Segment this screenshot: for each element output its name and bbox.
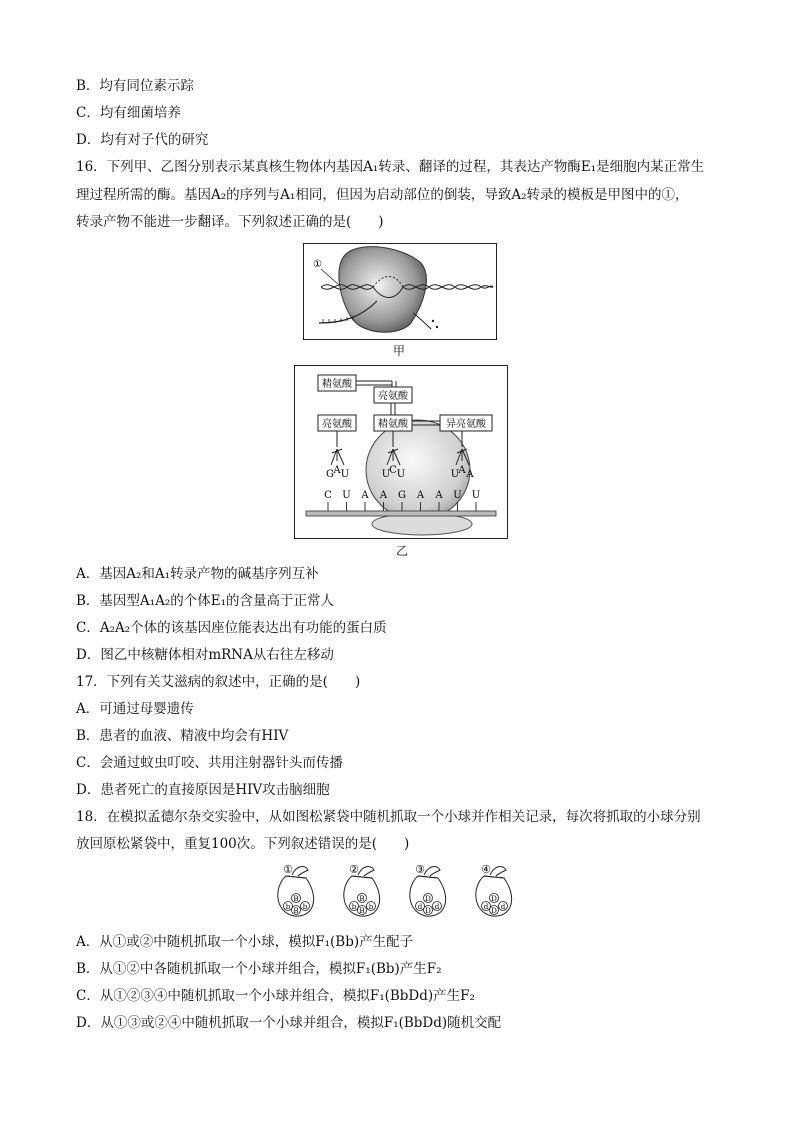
codon-base: A [361, 490, 369, 501]
q15-option-b: B．均有同位素示踪 [76, 78, 194, 94]
ball-label: D [491, 895, 497, 903]
anticodon-base: G [326, 469, 334, 480]
q17-option-a: A．可通过母婴遗传 [76, 701, 194, 717]
bag-1 [278, 863, 314, 916]
codon-base: A [379, 490, 388, 501]
anticodon-base: A [466, 469, 474, 480]
q16-option-b: B．基因型A₁A₂的个体E₁的含量高于正常人 [76, 593, 335, 609]
q18-option-a: A．从①或②中随机抓取一个小球，模拟F₁(Bb)产生配子 [76, 934, 414, 950]
codon-base: G [398, 490, 406, 501]
anticodon-base: A [333, 465, 341, 476]
bag-tie [292, 867, 308, 876]
amino-acid-label: 精氨酸 [378, 419, 408, 430]
codon-base: U [342, 490, 351, 501]
codon-base: U [471, 490, 481, 501]
ball-label: B [293, 895, 299, 903]
bag-4 [476, 863, 512, 916]
ball-label: b [285, 903, 291, 911]
q18-option-d: D．从①③或②④中随机抓取一个小球并组合，模拟F₁(BbDd)随机交配 [76, 1015, 502, 1031]
ball-label: B [359, 895, 365, 903]
q16-stem-line3: 转录产物不能进一步翻译。下列叙述正确的是( ) [76, 214, 384, 230]
q18-stem-line2: 放回原松紧袋中，重复100次。下列叙述错误的是( ) [76, 836, 410, 852]
ball-label: D [491, 907, 497, 915]
bag-number: ③ [415, 863, 425, 876]
figure-yi-translation [294, 365, 508, 539]
ball-label: B [293, 907, 299, 915]
bag-tie [490, 867, 506, 876]
bag-3 [410, 863, 446, 916]
figure-yi-caption: 乙 [396, 544, 409, 558]
label-strand-1: ① [313, 259, 322, 270]
ball-label: b [351, 903, 357, 911]
ball-label: B [359, 907, 365, 915]
q17-option-d: D．患者死亡的直接原因是HIV攻击脑细胞 [76, 782, 330, 798]
q16-option-a: A．基因A₂和A₁转录产物的碱基序列互补 [76, 566, 319, 582]
q18-option-c: C．从①②③④中随机抓取一个小球并组合，模拟F₁(BbDd)产生F₂ [76, 988, 475, 1004]
q16-option-c: C．A₂A₂个体的该基因座位能表达出有功能的蛋白质 [76, 620, 387, 636]
q17-option-b: B．患者的血液、精液中均会有HIV [76, 728, 289, 744]
figure-jia-transcription [303, 243, 497, 340]
anticodon-base: U [396, 469, 406, 480]
q16-option-d: D．图乙中核糖体相对mRNA从右往左移动 [76, 647, 334, 663]
bag-tie [424, 867, 440, 876]
bag-number: ② [349, 863, 359, 876]
q15-option-d: D．均有对子代的研究 [76, 132, 209, 148]
amino-acid-label: 异亮氨酸 [446, 419, 486, 430]
codon-base: A [416, 490, 425, 501]
figure-bags [268, 862, 530, 922]
ball-label: D [425, 895, 431, 903]
codon-base: C [324, 490, 332, 501]
bag-number: ① [283, 863, 293, 876]
bag-tie [358, 867, 374, 876]
anticodon-base: U [340, 469, 350, 480]
amino-acid-label: 亮氨酸 [378, 391, 408, 402]
ball-label: d [483, 903, 489, 911]
q18-stem-line1: 18．在模拟孟德尔杂交实验中，从如图松紧袋中随机抓取一个小球并作相关记录，每次将抓取的小球分别 [76, 809, 701, 825]
ball-label: d [417, 903, 423, 911]
q16-stem-line2: 理过程所需的酶。基因A₂的序列与A₁相同，但因为启动部位的倒装，导致A₂转录的模板是甲图中的①， [76, 187, 689, 203]
q18-option-b: B．从①②中各随机抓取一个小球并组合，模拟F₁(Bb)产生F₂ [76, 961, 442, 977]
amino-acid-label: 亮氨酸 [322, 419, 352, 430]
q17-stem: 17．下列有关艾滋病的叙述中，正确的是( ) [76, 674, 361, 690]
codon-base: U [453, 490, 462, 501]
q15-option-c: C．均有细菌培养 [76, 105, 181, 121]
mrna-strand [306, 511, 496, 516]
anticodon-base: A [458, 465, 466, 476]
anticodon-base: U [381, 469, 391, 480]
bag-number: ④ [481, 863, 491, 876]
ball-label: d [434, 903, 440, 911]
ball-label: d [500, 903, 506, 911]
q17-option-c: C．会通过蚊虫叮咬、共用注射器针头而传播 [76, 755, 343, 771]
ball-label: b [368, 903, 374, 911]
bag-2 [344, 863, 380, 916]
codon-base: A [435, 490, 443, 501]
anticodon-base: C [389, 465, 397, 476]
figure-jia-caption: 甲 [393, 344, 406, 358]
anticodon-base: U [450, 469, 460, 480]
q16-stem-line1: 16．下列甲、乙图分别表示某真核生物体内基因A₁转录、翻译的过程，其表达产物酶E₁是细胞内某正常生 [76, 159, 705, 175]
ball-label: b [302, 903, 308, 911]
amino-acid-label: 精氨酸 [322, 379, 352, 390]
ball-label: D [425, 907, 431, 915]
